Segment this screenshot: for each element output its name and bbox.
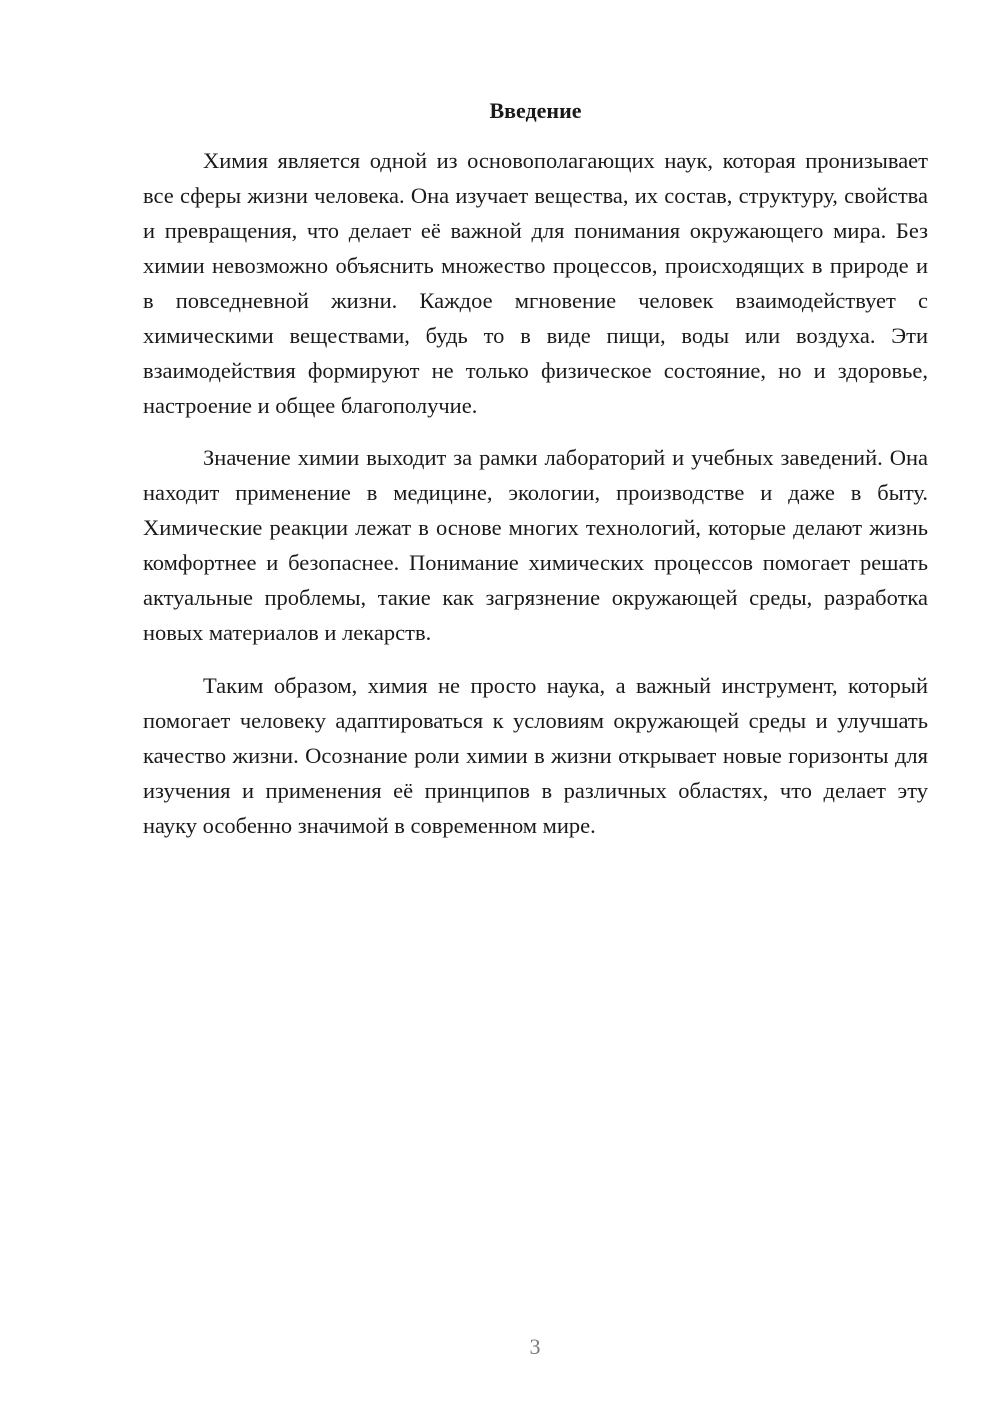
paragraph-2: Значение химии выходит за рамки лабораторий и учебных заведений. Она находит применение в медицине, экологии, производстве и даже в быту. Химические реакции лежат в основе многих технологий, которые делают жизнь комфортнее и безопаснее. Понимание химических процессов помогает решать актуальные проблемы, такие как загрязнение окружающей среды, разработка новых материалов и лекарств. (143, 445, 928, 645)
page-number: 3 (529, 1334, 541, 1359)
paragraph-1: Химия является одной из основополагающих наук, которая пронизывает все сферы жизни человека. Она изучает вещества, их состав, структуру, свойства и превращения, что делает её важной для понимания окружающего мира. Без химии невозможно объяснить множество процессов, происходящих в природе и в повседневной жизни. Каждое мгновение человек взаимодействует с химическими веществами, будь то в виде пищи, воды или воздуха. Эти взаимодействия формируют не только физическое состояние, но и здоровье, настроение и общее благополучие. (143, 148, 928, 418)
page-content (143, 96, 928, 843)
paragraph-3: Таким образом, химия не просто наука, а важный инструмент, который помогает человеку адаптироваться к условиям окружающей среды и улучшать качество жизни. Осознание роли химии в жизни открывает новые горизонты для изучения и применения её принципов в различных областях, что делает эту науку особенно значимой в современном мире. (143, 673, 928, 838)
section-heading: Введение (489, 98, 582, 123)
